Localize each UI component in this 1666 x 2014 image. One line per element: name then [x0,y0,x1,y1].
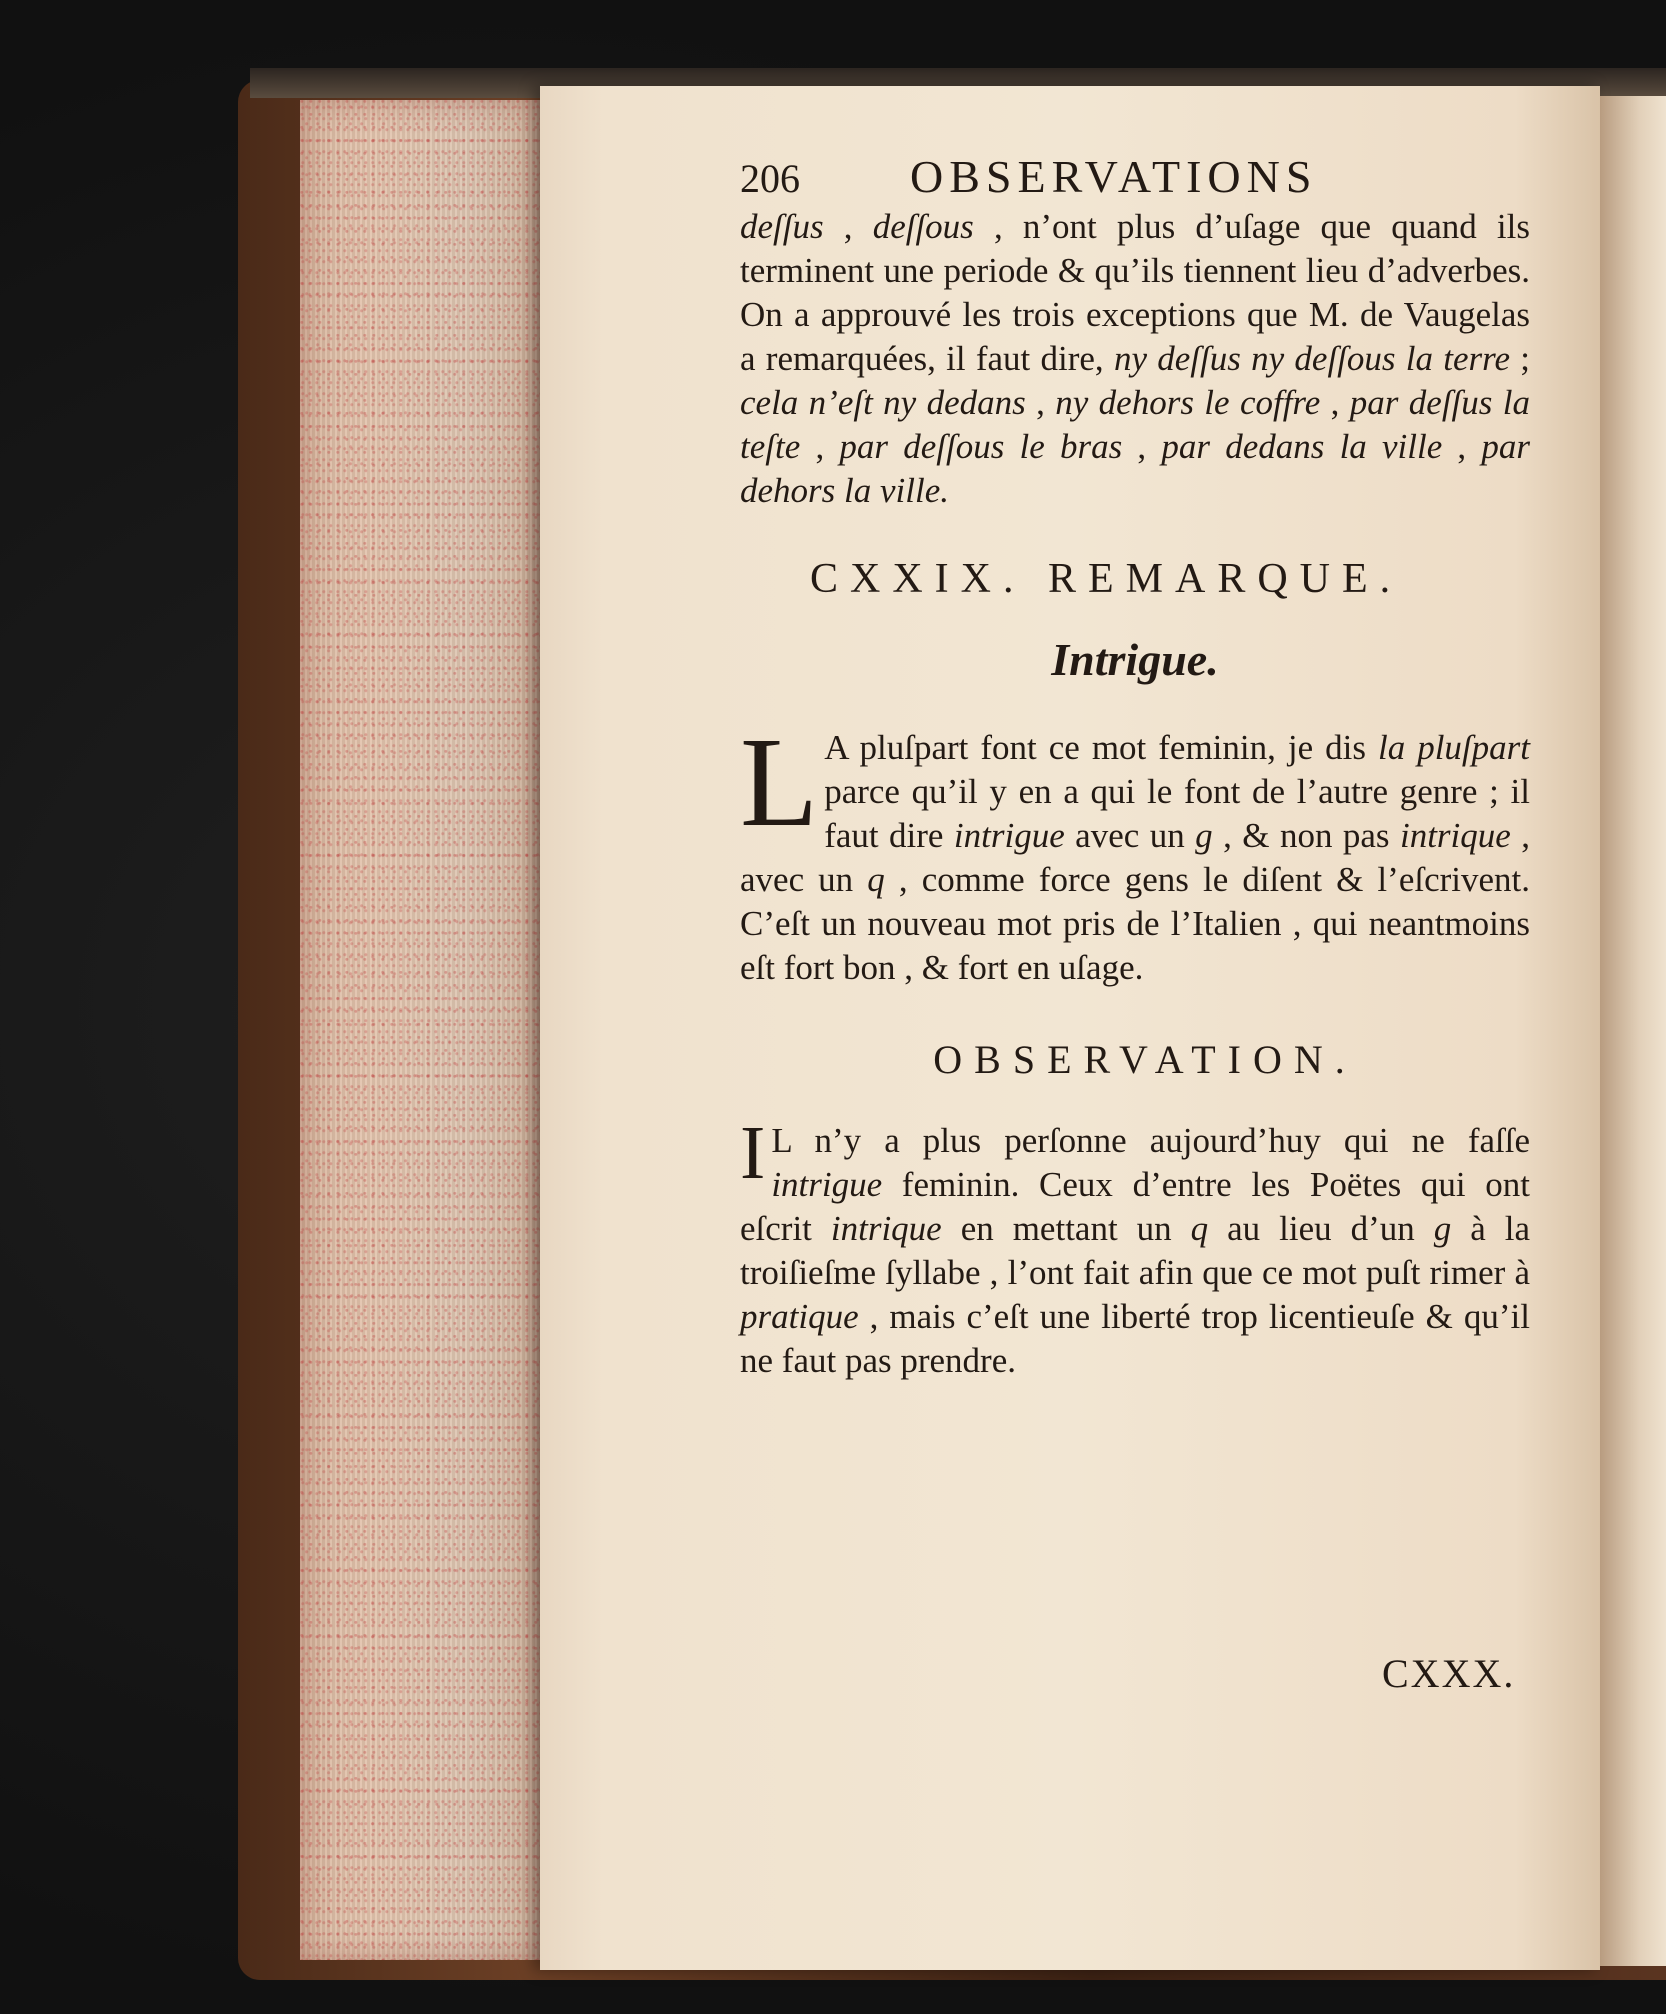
text-run: feminin. Ceux d’entre les Poëtes qui ont eſcrit [740,1165,1530,1248]
text-run: , [1122,427,1162,466]
remark-title: Intrigue. [1051,634,1219,685]
italic-run: intrique [830,1209,942,1248]
facing-page-gutter [1600,96,1666,1966]
italic-run: par deſſous le bras [839,427,1123,466]
page-fore-edges [300,100,540,1960]
italic-run: intrique [1399,816,1511,855]
text-run: L n’y a plus perſonne aujourd’huy qui ne faſſe [771,1121,1530,1160]
text-run: à la troiſieſme ſyllabe , l’ont fait afin que ce mot puſt rimer à [740,1209,1530,1292]
running-head [740,150,1530,203]
remark-paragraph [740,711,1531,990]
italic-run: intrigue [953,816,1065,855]
italic-run: q [867,860,885,899]
italic-run: intrigue [771,1165,883,1204]
italic-run: ny deſſus ny deſſous la terre [1113,339,1510,378]
running-title: OBSERVATIONS [910,151,1318,202]
opening-paragraph [740,205,1530,513]
page-number: 206 [740,156,800,201]
italic-run: deſſous [872,207,974,246]
text-run: parce qu’il y en a qui le font de l’autre genre ; il faut dire [824,772,1530,855]
remark-heading: CXXIX. REMARQUE. [810,556,1403,602]
text-run: , [823,207,873,246]
text-run: avec un [1064,816,1196,855]
text-run: , [1442,427,1482,466]
text-run: , avec un [740,816,1531,899]
italic-run: par dedans la ville [1161,427,1443,466]
text-run: en mettant un [941,1209,1191,1248]
italic-run: deſſus [740,207,824,246]
italic-run: pratique [740,1297,859,1336]
catchword: CXXX. [1382,1651,1516,1696]
italic-run: ny dehors le coffre [1055,383,1321,422]
text-run: au lieu d’un [1208,1209,1434,1248]
observation-heading: OBSERVATION. [933,1037,1357,1082]
text-run: , [1320,383,1350,422]
drop-capital: L [740,711,819,853]
text-run: , comme force gens le diſent & l’eſcrivent. C’eſt un nouveau mot pris de l’Italien , qui neantmoins eſt fort bon , & fort en uſage. [740,860,1530,987]
text-run: A pluſpart font ce mot feminin, je dis [824,728,1378,767]
observation-paragraph [740,1111,1530,1383]
italic-run: la pluſpart [1377,728,1530,767]
italic-run: g [1433,1209,1452,1248]
observation-body [740,1111,1530,1380]
remark-body [740,711,1531,987]
italic-run: q [1190,1209,1209,1248]
text-run: , & non pas [1212,816,1400,855]
text-run: , [800,427,840,466]
text-run: , n’ont plus d’uſage que quand ils terminent une periode & qu’ils tiennent lieu d’adverbes. On a approuvé les trois exceptions que M. de Vaugelas a remarquées, il faut dire, [740,207,1531,378]
italic-run: par deſſus la teſte [740,383,1530,466]
italic-run: g [1195,816,1213,855]
text-run: ; [1510,339,1530,378]
italic-run: par dehors la ville. [740,427,1531,510]
text-run: , [1025,383,1056,422]
text-run: , mais c’eſt une liberté trop licentieuſe & qu’il ne faut pas prendre. [740,1297,1530,1380]
italic-run: cela n’eſt ny dedans [740,383,1026,422]
page-text-block [740,150,1530,1383]
drop-capital: I [740,1111,766,1195]
